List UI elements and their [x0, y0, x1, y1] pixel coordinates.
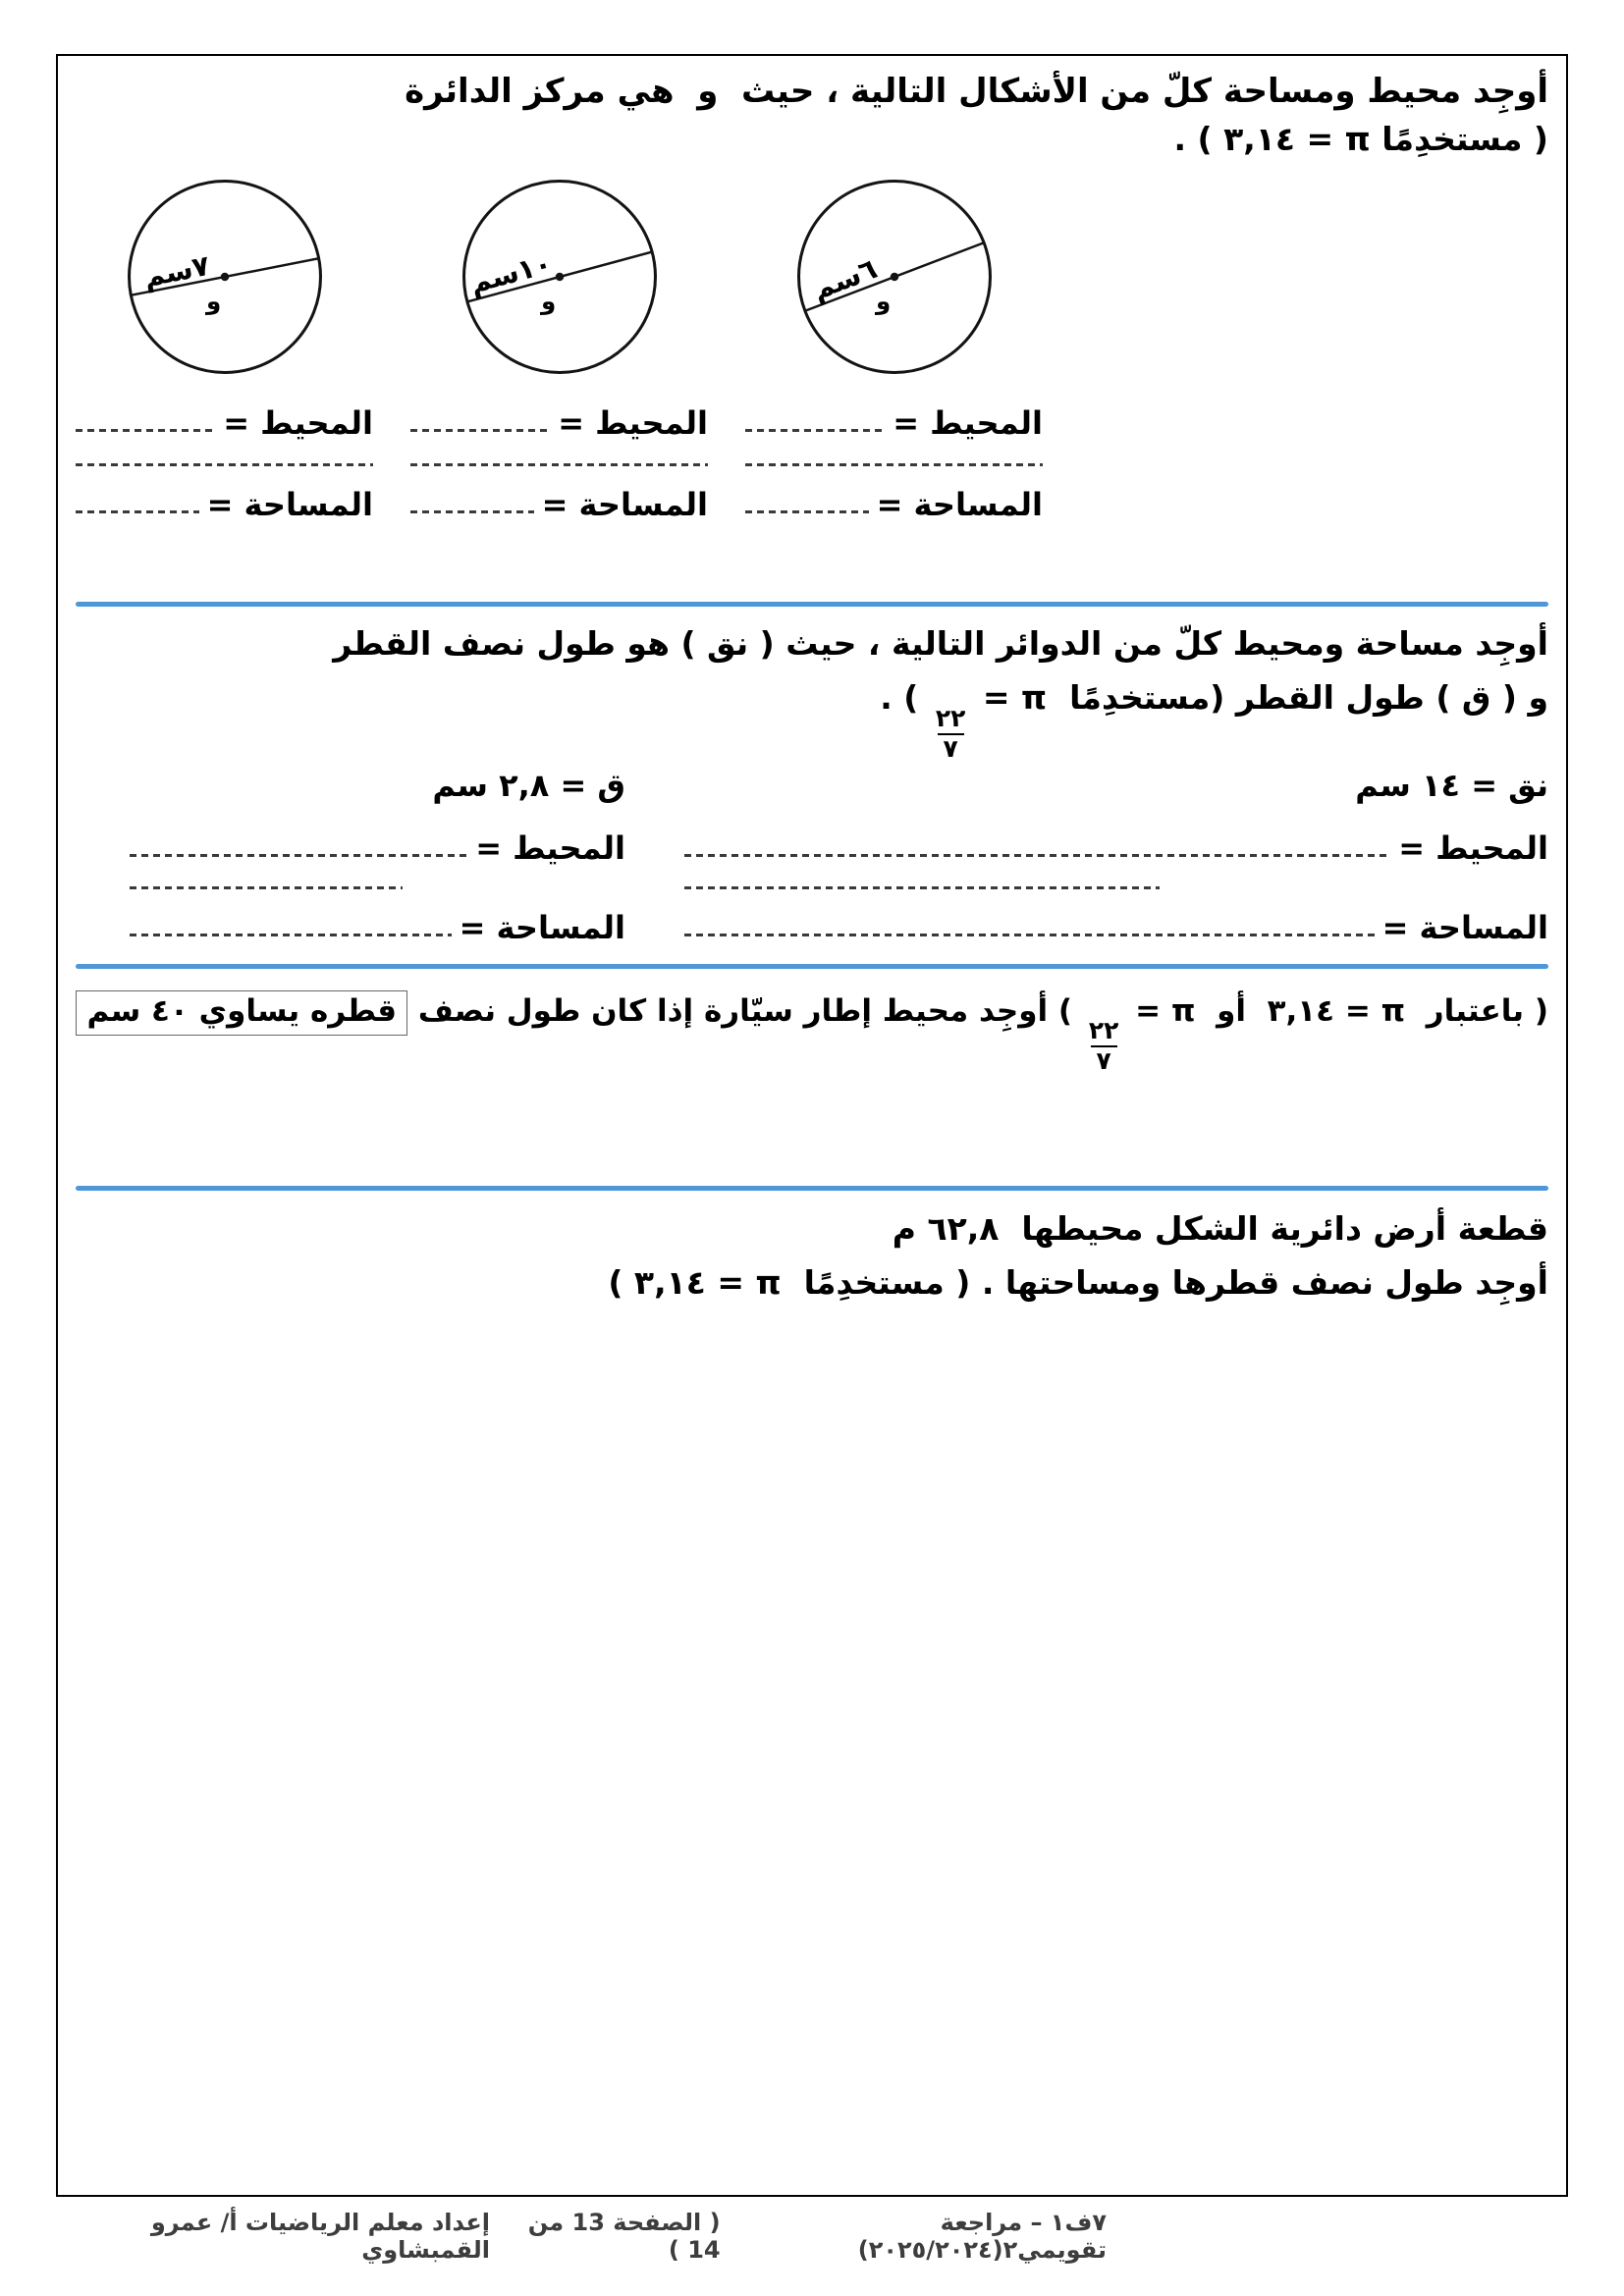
- circumference-label: المحيط =: [223, 404, 373, 443]
- circumference-answer-row: [684, 816, 1548, 867]
- circle-figure-10cm: [456, 173, 664, 381]
- diameter-label: ٦سم: [807, 252, 882, 307]
- answer-blank-line: [745, 510, 869, 513]
- answer-blank-line: [410, 510, 534, 513]
- area-label: المساحة =: [459, 909, 625, 947]
- circumference-answer-row: [410, 391, 708, 442]
- center-label: و: [875, 287, 891, 316]
- center-label: و: [540, 287, 556, 316]
- section2-subtitle: [76, 667, 1548, 764]
- area-answer-row: [130, 895, 625, 946]
- section1-circles-grid: [76, 173, 1043, 523]
- circumference-answer-row: [76, 391, 373, 442]
- area-label: المساحة =: [541, 486, 708, 524]
- section1-subtitle: ( مستخدِمًا π = ٣,١٤ ) .: [1173, 120, 1548, 159]
- fraction-denominator: ٧: [1091, 1045, 1117, 1076]
- problem-radius-14cm: [684, 767, 1548, 946]
- area-answer-row: [684, 895, 1548, 946]
- footer-document-id: ٧ف١ – مراجعة تقويمي٢(٢٠٢٥/٢٠٢٤): [857, 2209, 1107, 2264]
- area-label: المساحة =: [206, 486, 373, 524]
- circumference-label: المحيط =: [558, 404, 708, 443]
- circumference-label: المحيط =: [893, 404, 1043, 443]
- answer-blank-line: [130, 854, 467, 857]
- fraction-numerator: ٢٢: [935, 703, 966, 732]
- circle-figure-6cm: [790, 173, 999, 381]
- section-divider: [76, 602, 1548, 607]
- section1-title: أوجِد محيط ومساحة كلّ من الأشكال التالية ، حيث و هي مركز الدائرة: [405, 72, 1548, 111]
- answer-blank-line: [130, 886, 403, 889]
- problem-text-continued: ) أوجِد محيط إطار سيّارة إذا كان طول نصف: [407, 993, 1083, 1030]
- subtitle-text-end: ) .: [880, 677, 930, 717]
- area-answer-row: [745, 472, 1043, 523]
- diameter-label: ٧سم: [140, 248, 212, 294]
- section2: [76, 620, 1548, 946]
- fraction-22-over-7: [930, 705, 972, 764]
- circle-figure-7cm: [121, 173, 329, 381]
- land-problem-line1: قطعة أرض دائرية الشكل محيطها ٦٢,٨ م: [892, 1208, 1548, 1248]
- answer-blank-line: [410, 463, 708, 466]
- section-divider: [76, 1186, 1548, 1191]
- section3-tire-problem: [76, 981, 1548, 1076]
- fraction-numerator: ٢٢: [1088, 1016, 1119, 1045]
- answer-blank-line: [745, 429, 885, 432]
- section2-title: أوجِد مساحة ومحيط كلّ من الدوائر التالية ، حيث ( نق ) هو طول نصف القطر: [333, 624, 1548, 664]
- boxed-radius-value: قطره يساوي ٤٠ سم: [76, 990, 407, 1036]
- footer-author: إعداد معلم الرياضيات أ/ عمرو القمبشاوي: [150, 2209, 490, 2264]
- worksheet-border-box: [56, 54, 1568, 2197]
- answer-blank-line: [684, 854, 1390, 857]
- area-answer-row: [76, 472, 373, 523]
- section1: [405, 68, 1548, 163]
- problem-text: ( باعتبار π = ٣,١٤ أو π =: [1124, 993, 1548, 1030]
- fraction-denominator: ٧: [938, 733, 964, 764]
- answer-blank-line: [410, 429, 550, 432]
- center-label: و: [205, 287, 221, 316]
- answer-blank-line: [745, 463, 1043, 466]
- circumference-label: المحيط =: [475, 829, 625, 868]
- answer-blank-line: [684, 934, 1375, 936]
- footer-page-number: ( الصفحة 13 من 14 ): [527, 2209, 721, 2264]
- page-footer: [56, 2209, 1107, 2264]
- given-value: ق = ٢,٨ سم: [432, 767, 625, 805]
- section2-problems: [76, 767, 1548, 946]
- answer-blank-line: [76, 510, 199, 513]
- section-divider: [76, 964, 1548, 969]
- land-problem-line2: أوجِد طول نصف قطرها ومساحتها . ( مستخدِمًا π = ٣,١٤ ): [608, 1263, 1548, 1303]
- circle-column-10cm: [410, 173, 708, 523]
- circle-column-7cm: [76, 173, 373, 523]
- area-label: المساحة =: [876, 486, 1043, 524]
- center-dot: [220, 273, 229, 282]
- circumference-label: المحيط =: [1398, 829, 1548, 868]
- fraction-22-over-7: [1083, 1017, 1125, 1076]
- area-label: المساحة =: [1381, 909, 1548, 947]
- circumference-answer-row: [130, 816, 625, 867]
- circle-column-6cm: [745, 173, 1043, 523]
- answer-blank-line: [76, 429, 215, 432]
- problem-diameter-2-8cm: [76, 767, 684, 946]
- answer-blank-line: [130, 934, 452, 936]
- answer-blank-line: [76, 463, 373, 466]
- diameter-label: ١٠سم: [465, 246, 555, 300]
- area-answer-row: [410, 472, 708, 523]
- answer-blank-line: [684, 886, 1160, 889]
- section4-land-problem: [76, 1204, 1548, 1308]
- given-value: نق = ١٤ سم: [1355, 767, 1548, 805]
- center-dot: [555, 273, 564, 282]
- circumference-answer-row: [745, 391, 1043, 442]
- center-dot: [890, 273, 898, 282]
- subtitle-text: و ( ق ) طول القطر (مستخدِمًا π =: [971, 677, 1548, 717]
